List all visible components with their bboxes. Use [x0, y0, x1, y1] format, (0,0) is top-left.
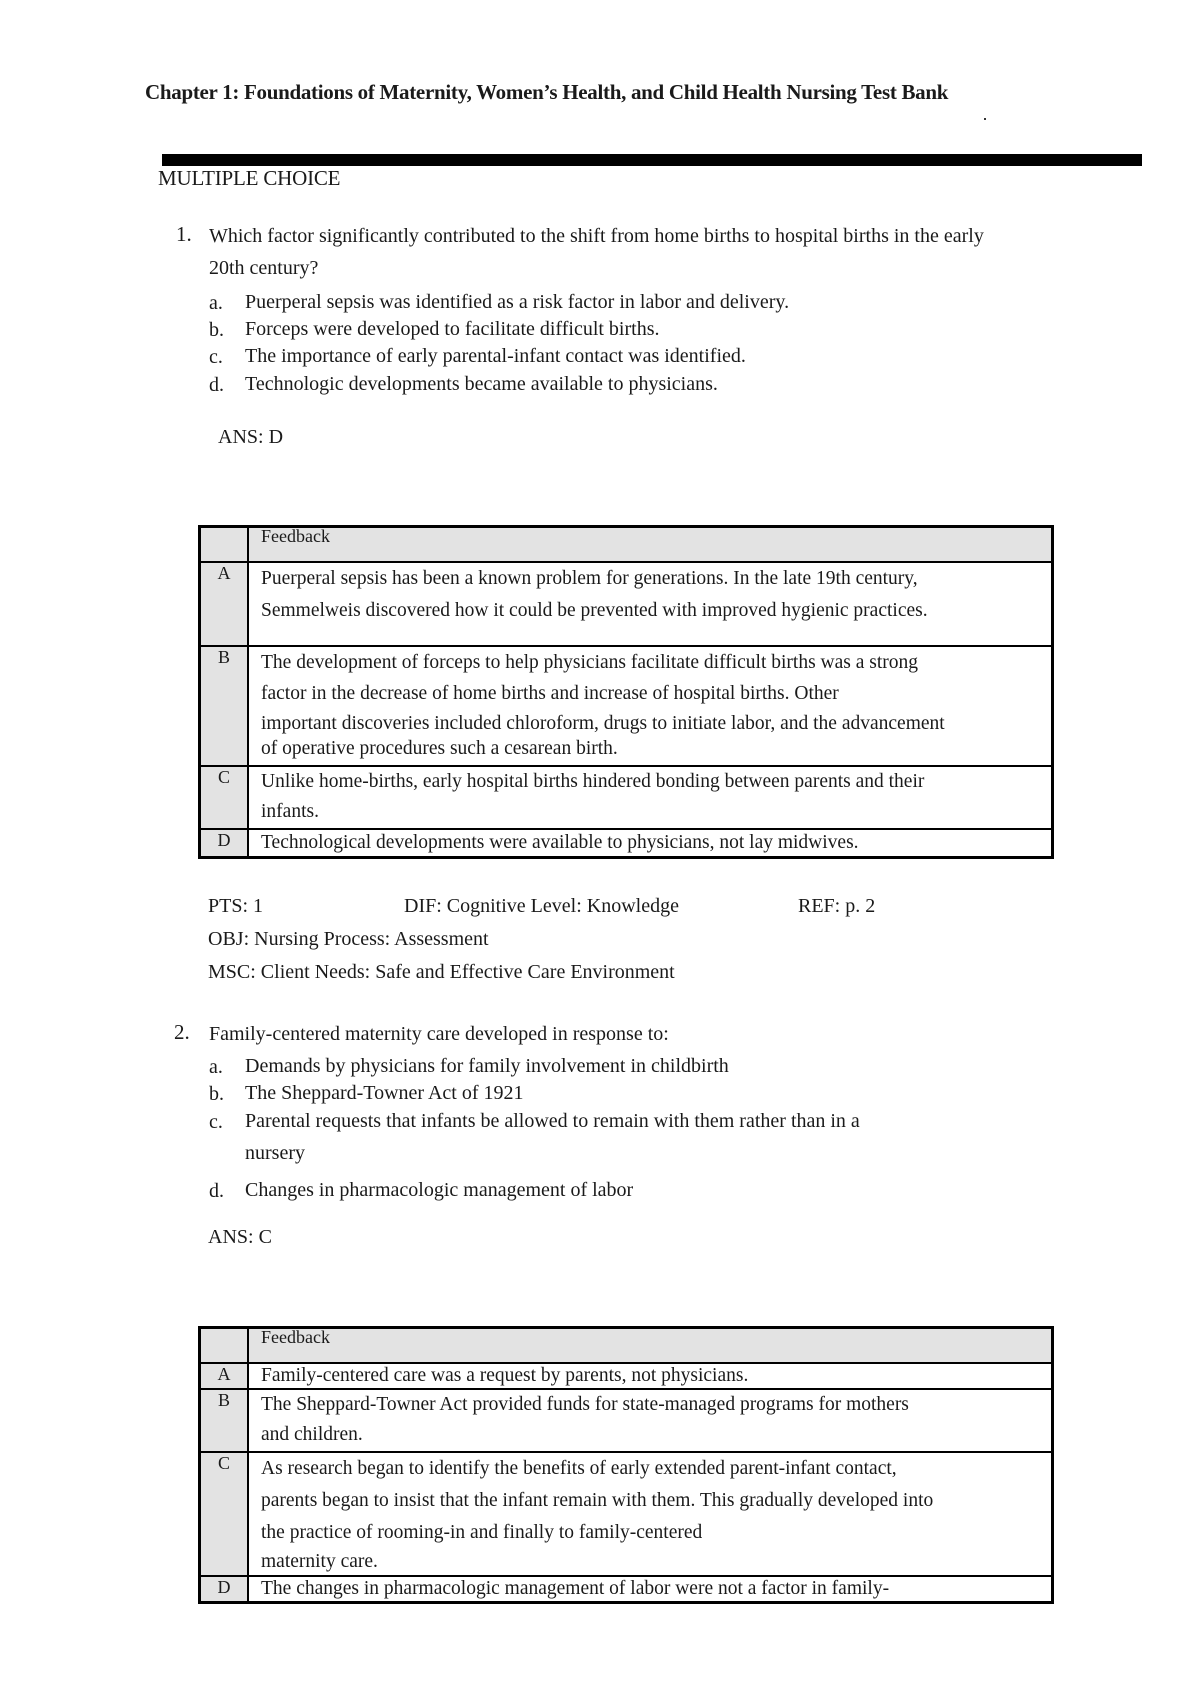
feedback-header-blank [200, 1328, 249, 1364]
option-letter: d. [209, 1180, 224, 1202]
feedback-text [248, 766, 1053, 829]
answer-key: ANS: D [218, 426, 284, 448]
question-stem-line: Family-centered maternity care developed in response to: [209, 1023, 669, 1045]
feedback-text [248, 829, 1053, 858]
option-letter: c. [209, 346, 223, 368]
option-text: The Sheppard-Towner Act of 1921 [245, 1082, 524, 1104]
feedback-line: As research began to identify the benefits of early extended parent-infant contact, [261, 1458, 897, 1479]
option-text-line: Parental requests that infants be allowed to remain with them rather than in a [245, 1110, 860, 1132]
feedback-line: Semmelweis discovered how it could be prevented with improved hygienic practices. [261, 600, 928, 621]
feedback-letter: B [200, 646, 249, 766]
question-stem [209, 1018, 669, 1050]
question-stem [209, 220, 984, 284]
feedback-line: Family-centered care was a request by parents, not physicians. [261, 1365, 749, 1386]
feedback-text [248, 1389, 1053, 1452]
feedback-letter: D [200, 829, 249, 858]
feedback-line: and children. [261, 1424, 363, 1445]
question-number: 2. [174, 1020, 190, 1044]
feedback-line: important discoveries included chloroform, drugs to initiate labor, and the advancement [261, 713, 945, 734]
option-letter: b. [209, 1083, 224, 1105]
feedback-line: factor in the decrease of home births and increase of hospital births. Other [261, 683, 839, 704]
objective-value: OBJ: Nursing Process: Assessment [208, 928, 489, 950]
feedback-letter: B [200, 1389, 249, 1452]
feedback-text [248, 1576, 1053, 1603]
question-stem-line: Which factor significantly contributed to the shift from home births to hospital births in the early [209, 225, 984, 247]
feedback-line: Technological developments were available to physicians, not lay midwives. [261, 832, 859, 853]
section-divider [162, 154, 1142, 166]
stray-dot [984, 118, 986, 120]
feedback-line: The development of forceps to help physicians facilitate difficult births was a strong [261, 652, 919, 673]
client-needs-value: MSC: Client Needs: Safe and Effective Care Environment [208, 961, 675, 983]
option-letter: b. [209, 319, 224, 341]
feedback-letter: D [200, 1576, 249, 1603]
feedback-row [200, 1363, 1053, 1389]
feedback-row [200, 766, 1053, 829]
feedback-text [248, 562, 1053, 646]
feedback-line: the practice of rooming-in and finally to family-centered [261, 1522, 703, 1543]
feedback-row [200, 829, 1053, 858]
feedback-row [200, 1576, 1053, 1603]
feedback-row [200, 1452, 1053, 1576]
reference-value: REF: p. 2 [798, 895, 876, 917]
document-title: Chapter 1: Foundations of Maternity, Women’s Health, and Child Health Nursing Test Bank [145, 80, 949, 104]
feedback-letter: C [200, 766, 249, 829]
feedback-text [248, 1452, 1053, 1576]
feedback-line: maternity care. [261, 1551, 378, 1572]
feedback-row [200, 646, 1053, 766]
feedback-header: Feedback [248, 527, 1053, 563]
option-letter: a. [209, 292, 223, 314]
feedback-header: Feedback [248, 1328, 1053, 1364]
answer-key: ANS: C [208, 1226, 272, 1248]
feedback-row [200, 562, 1053, 646]
feedback-letter: C [200, 1452, 249, 1576]
feedback-line: parents began to insist that the infant remain with them. This gradually developed into [261, 1490, 934, 1511]
feedback-row [200, 1389, 1053, 1452]
feedback-letter: A [200, 562, 249, 646]
feedback-header-row [200, 527, 1053, 563]
option-letter: d. [209, 374, 224, 396]
feedback-line: of operative procedures such a cesarean birth. [261, 738, 618, 759]
feedback-header-blank [200, 527, 249, 563]
option-text: Puerperal sepsis was identified as a risk factor in labor and delivery. [245, 291, 790, 313]
feedback-line: Puerperal sepsis has been a known problem for generations. In the late 19th century, [261, 568, 918, 589]
section-heading: MULTIPLE CHOICE [158, 166, 341, 190]
option-text [245, 1105, 860, 1169]
points-value: PTS: 1 [208, 895, 264, 917]
feedback-header-row [200, 1328, 1053, 1364]
option-text: Changes in pharmacologic management of labor [245, 1179, 634, 1201]
option-text: Demands by physicians for family involvement in childbirth [245, 1055, 729, 1077]
difficulty-value: DIF: Cognitive Level: Knowledge [404, 895, 679, 917]
feedback-text [248, 646, 1053, 766]
feedback-text [248, 1363, 1053, 1389]
feedback-letter: A [200, 1363, 249, 1389]
option-letter: c. [209, 1111, 223, 1133]
feedback-table [198, 1326, 1054, 1604]
feedback-table [198, 525, 1054, 859]
feedback-line: Unlike home-births, early hospital births hindered bonding between parents and their [261, 771, 925, 792]
option-text: Forceps were developed to facilitate difficult births. [245, 318, 660, 340]
feedback-line: The changes in pharmacologic management of labor were not a factor in family- [261, 1578, 890, 1599]
question-stem-line: 20th century? [209, 257, 319, 279]
feedback-line: The Sheppard-Towner Act provided funds for state-managed programs for mothers [261, 1394, 909, 1415]
option-text-line: nursery [245, 1142, 305, 1164]
option-text: Technologic developments became available to physicians. [245, 373, 718, 395]
option-text: The importance of early parental-infant contact was identified. [245, 345, 746, 367]
feedback-line: infants. [261, 801, 319, 822]
question-number: 1. [176, 222, 192, 246]
option-letter: a. [209, 1056, 223, 1078]
